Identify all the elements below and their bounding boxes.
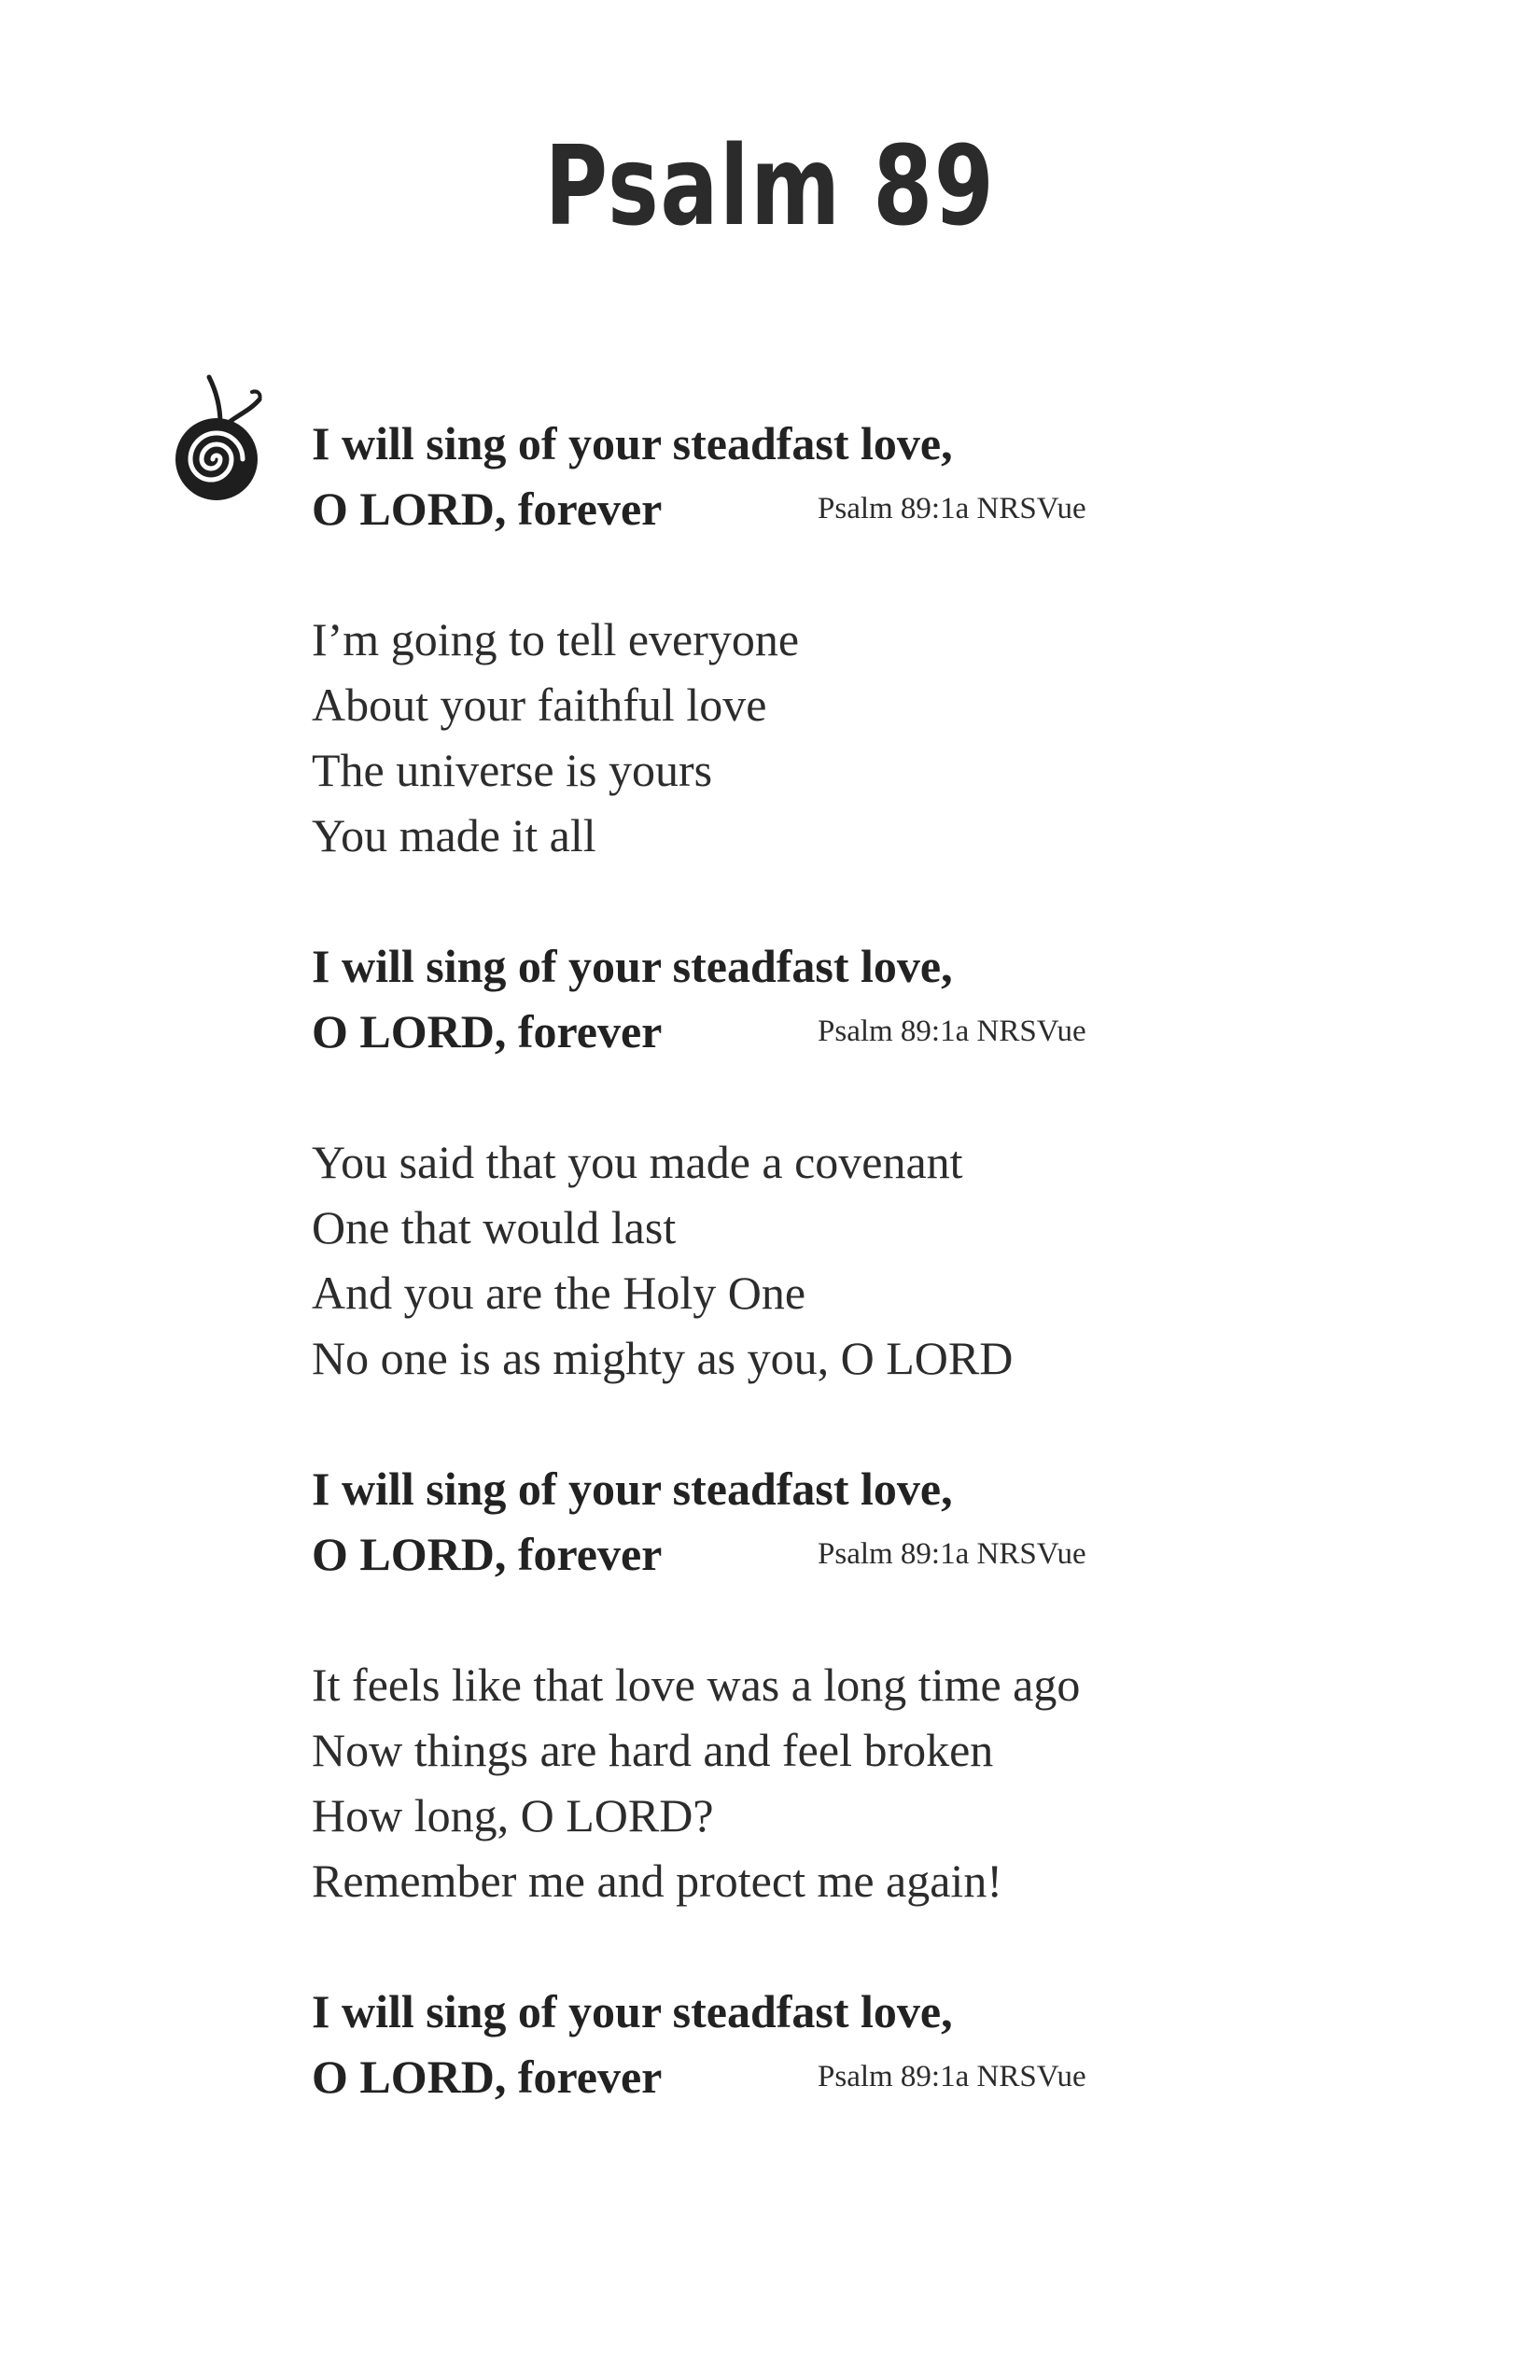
scripture-citation: Psalm 89:1a NRSVue <box>818 1537 1086 1571</box>
refrain-lord-line: O LORD, forever <box>312 483 663 535</box>
verse-line: I’m going to tell everyone <box>312 613 800 665</box>
verse-line: And you are the Holy One <box>312 1267 806 1319</box>
verse-line: How long, O LORD? <box>312 1789 714 1841</box>
verse-block <box>312 607 1245 868</box>
verse-line: It feels like that love was a long time ago <box>312 1659 1081 1711</box>
refrain-block <box>312 933 1245 1064</box>
verse-line: You said that you made a covenant <box>312 1136 963 1188</box>
scripture-citation: Psalm 89:1a NRSVue <box>818 492 1086 525</box>
refrain-line: I will sing of your steadfast love, <box>312 1463 953 1515</box>
refrain-line: I will sing of your steadfast love, <box>312 417 953 469</box>
verse-line: Remember me and protect me again! <box>312 1855 1002 1907</box>
verse-line: One that would last <box>312 1201 677 1253</box>
verse-block <box>312 1652 1245 1913</box>
refrain-line <box>312 2044 1245 2109</box>
refrain-lord-line: O LORD, forever <box>312 1005 663 1057</box>
scripture-citation: Psalm 89:1a NRSVue <box>818 1015 1086 1048</box>
verse-line: You made it all <box>312 809 596 861</box>
verse-line: No one is as mighty as you, O LORD <box>312 1332 1014 1384</box>
refrain-lord-line: O LORD, forever <box>312 2051 663 2103</box>
refrain-line: I will sing of your steadfast love, <box>312 1985 953 2037</box>
verse-line: The universe is yours <box>312 744 713 796</box>
refrain-block <box>312 1456 1245 1587</box>
refrain-line <box>312 1521 1245 1587</box>
page-title: Psalm 89 <box>544 121 996 250</box>
refrain-block <box>312 411 1245 541</box>
refrain-line: I will sing of your steadfast love, <box>312 940 953 992</box>
verse-line: Now things are hard and feel broken <box>312 1724 994 1776</box>
refrain-line <box>312 999 1245 1064</box>
refrain-lord-line: O LORD, forever <box>312 1528 663 1580</box>
refrain-line <box>312 476 1245 541</box>
scripture-citation: Psalm 89:1a NRSVue <box>818 2060 1086 2093</box>
verse-line: About your faithful love <box>312 679 767 731</box>
refrain-block <box>312 1979 1245 2109</box>
spiral-sprout-icon <box>168 371 273 502</box>
verse-block <box>312 1129 1245 1391</box>
